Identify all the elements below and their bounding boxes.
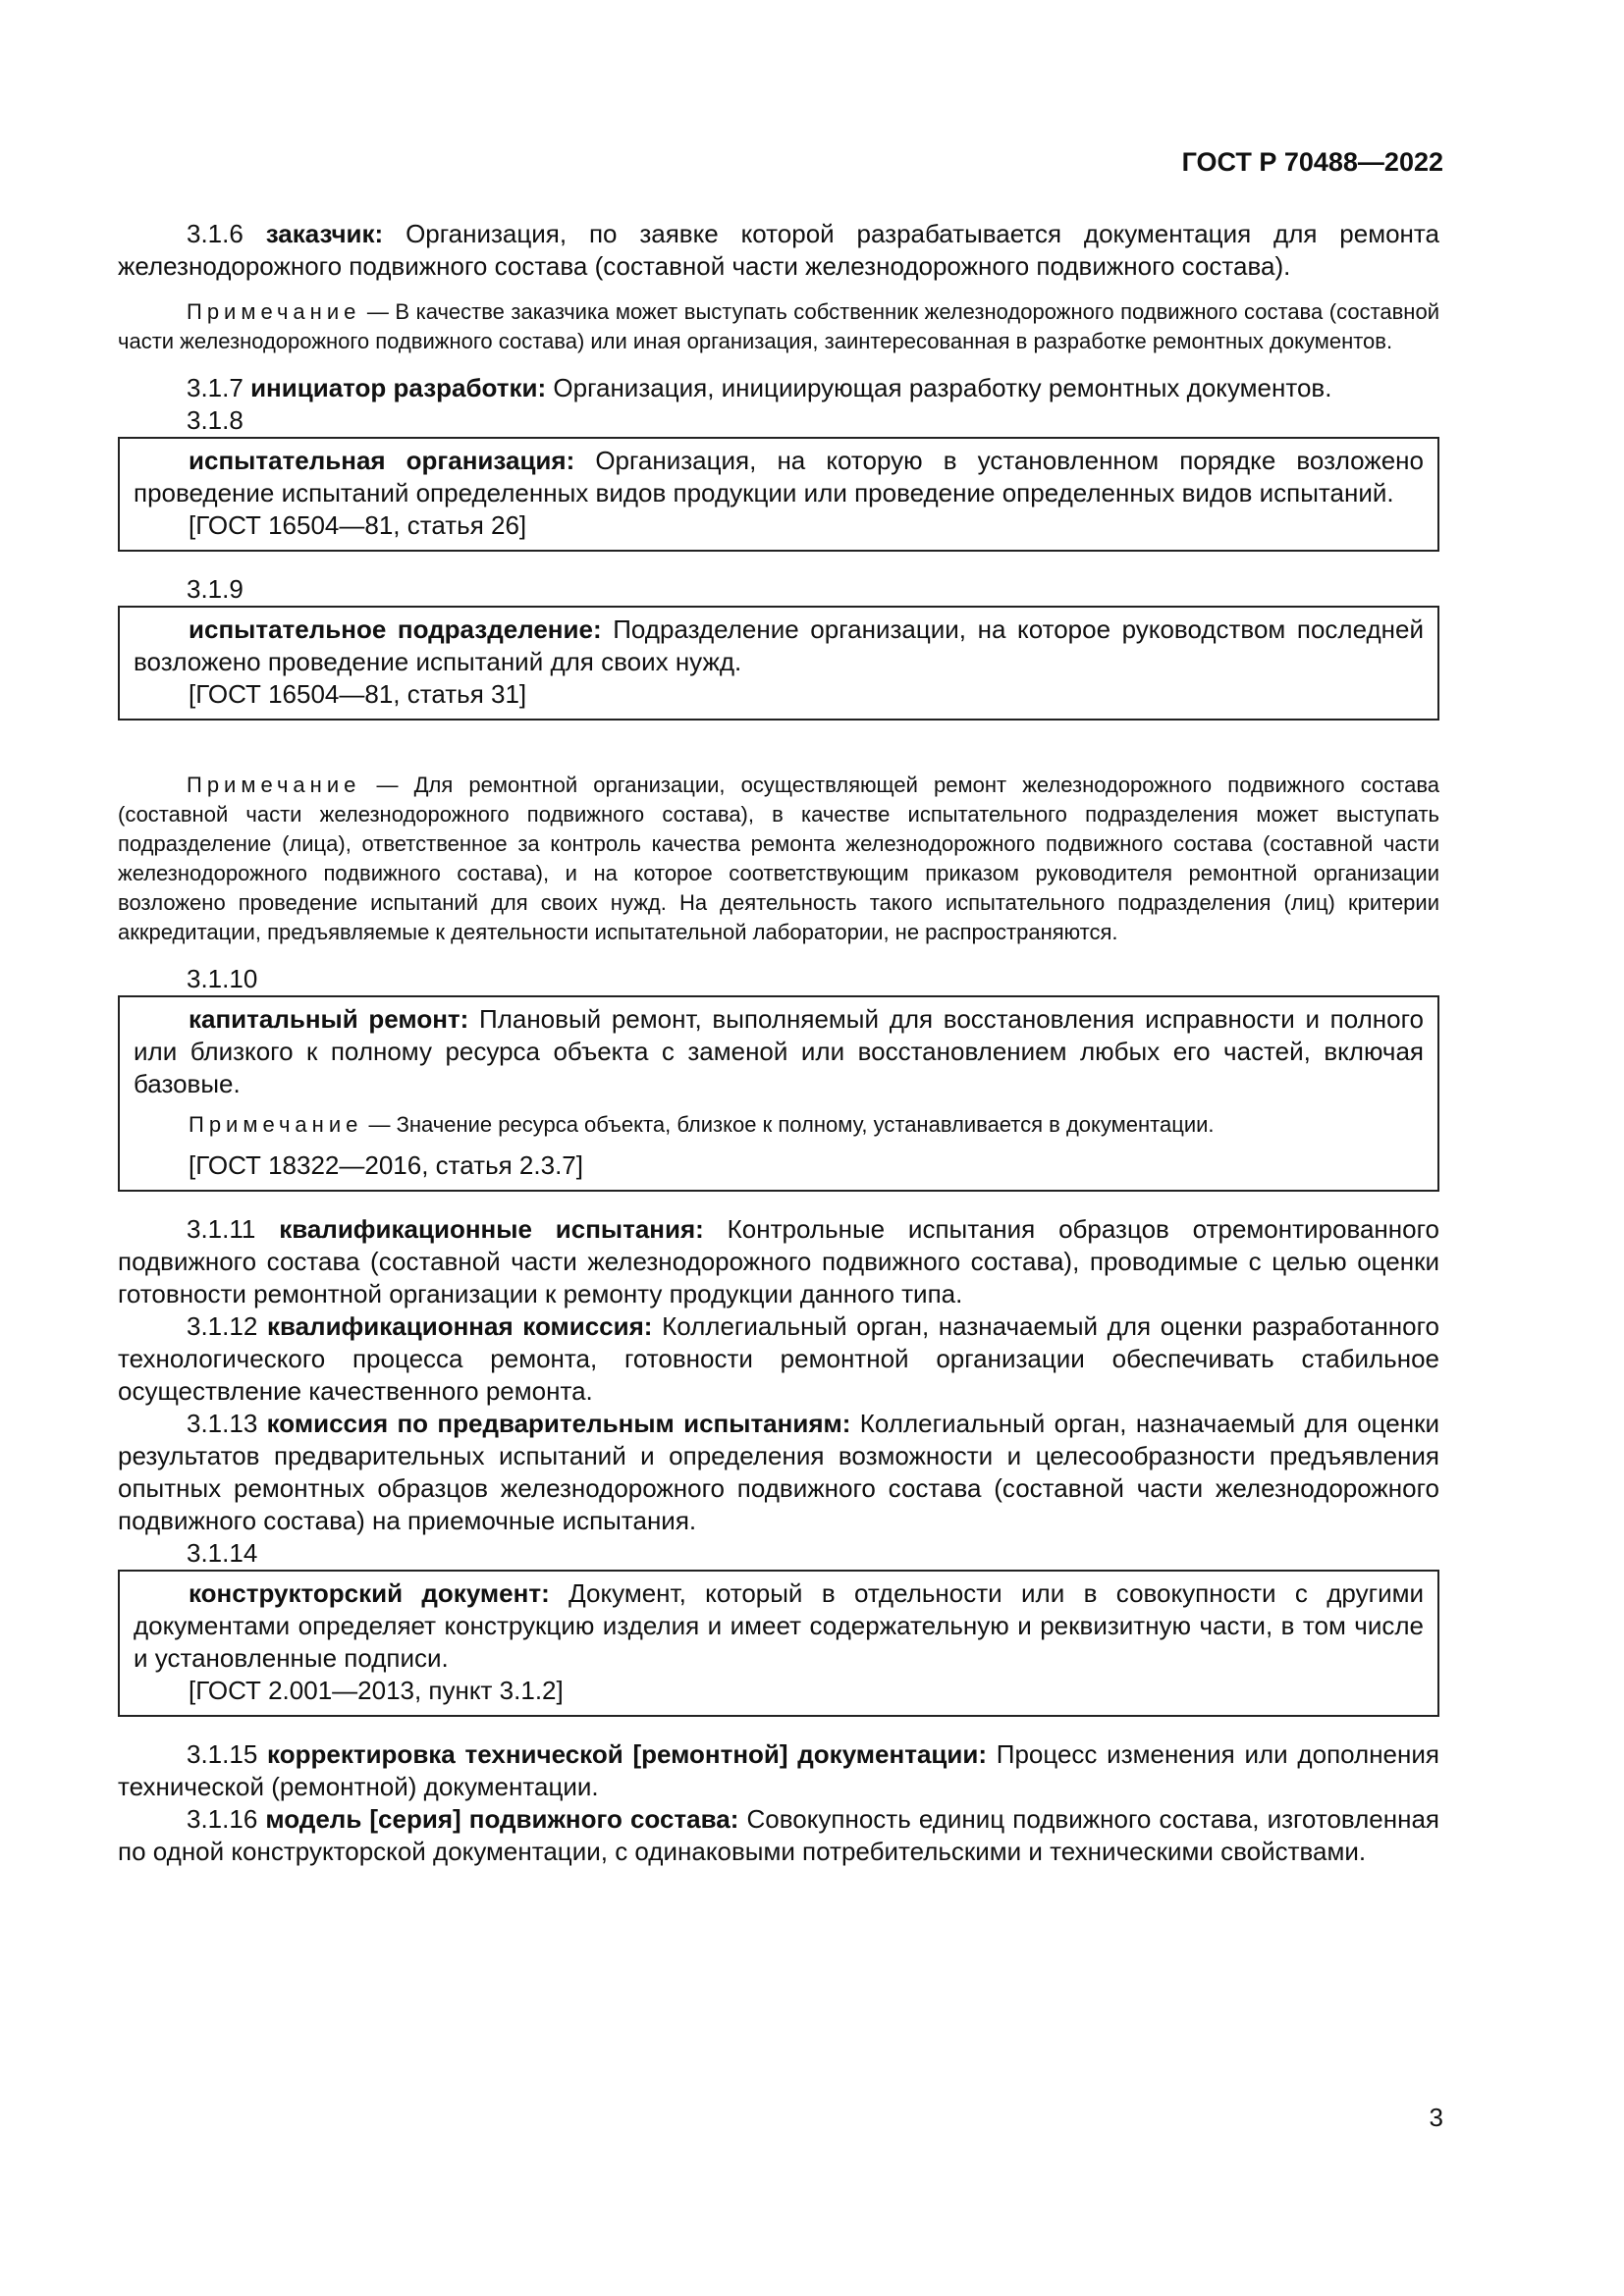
term-number: 3.1.16: [187, 1804, 258, 1834]
term-number-3-1-8: 3.1.8: [187, 405, 244, 435]
note: [134, 1110, 1424, 1140]
term-number: 3.1.12: [187, 1311, 258, 1341]
standard-header: ГОСТ Р 70488—2022: [1181, 147, 1443, 177]
term-name: конструкторский документ:: [189, 1578, 550, 1608]
quoted-term-box: [118, 995, 1439, 1192]
term-number-3-1-9: 3.1.9: [187, 574, 244, 604]
note-text: — Для ремонтной организации, осуществляющей ремонт железнодорожного подвижного состава (составной части железнодорожного подвижного состава), в качестве испытательного подразделения может выступать подразделение (лица), ответственное за контроль качества ремонта железнодорожного подвижного состава (составной части железнодорожного подвижного состава), и на которое соответствующим приказом руководителя ремонтной организации возложено проведение испытаний для своих нужд. На деятельность такого испытательного подразделения (лиц) критерии аккредитации, предъявляемые к деятельности испытательной лаборатории, не распространяются.: [118, 773, 1439, 944]
term-definition: Коллегиальный орган, назначаемый для оценки разработанного технологического процесса ремонта, готовности ремонтной организации обеспечивать стабильное осуществление качественного ремонта.: [118, 1311, 1439, 1406]
page-number: 3: [1429, 2103, 1443, 2132]
term-entry-3-1-7: [118, 372, 1439, 404]
term-definition: Контрольные испытания образцов отремонтированного подвижного состава (составной части железнодорожного подвижного состава), проводимые с целью оценки готовности ремонтной организации к ремонту продукции данного типа.: [118, 1214, 1439, 1308]
note: [118, 297, 1439, 356]
term-name: квалификационная комиссия:: [266, 1311, 653, 1341]
term-number-3-1-10: 3.1.10: [187, 964, 258, 993]
term-entry-3-1-8: [134, 445, 1424, 509]
term-number: 3.1.7: [187, 373, 244, 402]
term-entry-3-1-10: [134, 1003, 1424, 1100]
term-number: 3.1.15: [187, 1739, 258, 1769]
note-label: Примечание: [189, 1112, 363, 1137]
term-definition: Подразделение организации, на которое руководством последней возложено проведение испытаний для своих нужд.: [134, 614, 1424, 676]
quoted-term-box: [118, 606, 1439, 721]
term-definition: Документ, который в отдельности или в совокупности с другими документами определяет конструкцию изделия и имеет содержательную и реквизитную части, в том числе и установленные подписи.: [134, 1578, 1424, 1673]
term-name: инициатор разработки:: [250, 373, 547, 402]
term-definition: Организация, по заявке которой разрабатывается документация для ремонта железнодорожного подвижного состава (составной части железнодорожного подвижного состава).: [118, 219, 1439, 281]
term-entry-3-1-16: [118, 1803, 1439, 1868]
source-reference: [ГОСТ 16504—81, статья 26]: [189, 510, 527, 540]
term-name: испытательное подразделение:: [189, 614, 602, 644]
term-name: комиссия по предварительным испытаниям:: [266, 1409, 851, 1438]
source-reference: [ГОСТ 18322—2016, статья 2.3.7]: [189, 1150, 583, 1180]
term-name: заказчик:: [265, 219, 384, 248]
term-entry-3-1-6: [118, 218, 1439, 283]
term-number: 3.1.13: [187, 1409, 258, 1438]
term-entry-3-1-11: [118, 1213, 1439, 1310]
term-entry-3-1-13: [118, 1408, 1439, 1537]
term-definition: Организация, инициирующая разработку ремонтных документов.: [553, 373, 1332, 402]
term-entry-3-1-14: [134, 1577, 1424, 1675]
term-definition: Организация, на которую в установленном порядке возложено проведение испытаний определенных видов продукции или проведение определенных видов испытаний.: [134, 446, 1424, 507]
term-definition: Коллегиальный орган, назначаемый для оценки результатов предварительных испытаний и определения возможности и целесообразности предъявления опытных ремонтных образцов железнодорожного подвижного состава (составной части железнодорожного подвижного состава) на приемочные испытания.: [118, 1409, 1439, 1535]
document-body: [118, 218, 1439, 1868]
term-definition: Совокупность единиц подвижного состава, изготовленная по одной конструкторской документации, с одинаковыми потребительскими и техническими свойствами.: [118, 1804, 1439, 1866]
note-label: Примечание: [187, 773, 361, 797]
term-name: квалификационные испытания:: [279, 1214, 704, 1244]
term-definition: Процесс изменения или дополнения технической (ремонтной) документации.: [118, 1739, 1439, 1801]
quoted-term-box: [118, 437, 1439, 552]
term-number-3-1-14: 3.1.14: [187, 1538, 258, 1568]
source-reference: [ГОСТ 2.001—2013, пункт 3.1.2]: [189, 1676, 564, 1705]
term-number: 3.1.11: [187, 1214, 256, 1244]
term-name: модель [серия] подвижного состава:: [265, 1804, 739, 1834]
quoted-term-box: [118, 1570, 1439, 1717]
source-reference: [ГОСТ 16504—81, статья 31]: [189, 679, 527, 709]
term-entry-3-1-15: [118, 1738, 1439, 1803]
term-name: испытательная организация:: [189, 446, 575, 475]
note-label: Примечание: [187, 299, 361, 324]
term-entry-3-1-9: [134, 614, 1424, 678]
note-text: — Значение ресурса объекта, близкое к полному, устанавливается в документации.: [368, 1112, 1215, 1137]
term-name: капитальный ремонт:: [189, 1004, 469, 1034]
term-entry-3-1-12: [118, 1310, 1439, 1408]
note-text: — В качестве заказчика может выступать собственник железнодорожного подвижного состава (составной части железнодорожного подвижного состава) или иная организация, заинтересованная в разработке ремонтных документов.: [118, 299, 1439, 353]
term-definition: Плановый ремонт, выполняемый для восстановления исправности и полного или близкого к полному ресурса объекта с заменой или восстановлением любых его частей, включая базовые.: [134, 1004, 1424, 1098]
term-name: корректировка технической [ремонтной] документации:: [267, 1739, 988, 1769]
term-number: 3.1.6: [187, 219, 244, 248]
note: [118, 771, 1439, 947]
